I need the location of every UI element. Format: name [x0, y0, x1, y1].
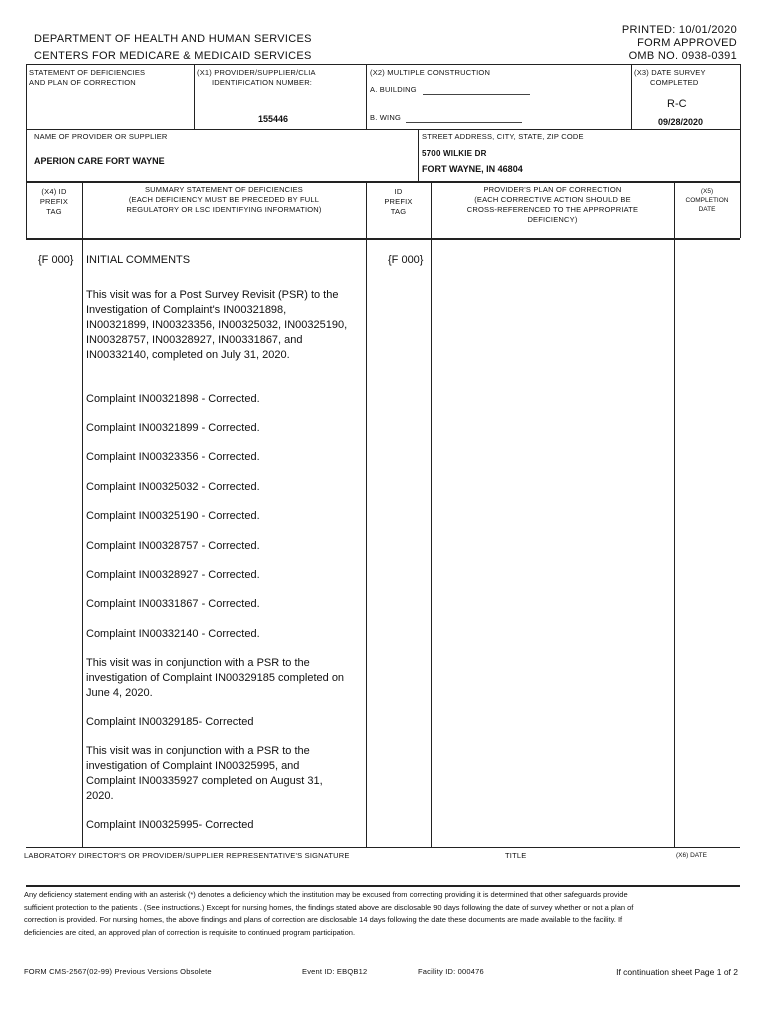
omb-number: OMB NO. 0938-0391	[628, 50, 737, 62]
disclaimer-text: Any deficiency statement ending with an asterisk (*) denotes a deficiency which the institution may be excused from correcting providing it is determined that other safeguards provide sufficient protection to the patients . (See instructions.) Except for nursing homes, the findings stated above are disclosable 90 days following the date of survey whether or not a plan of correction is provided. For nursing homes, the above findings and plans of correction are disclosable 14 days following the date these documents are made available to the facility. If deficiencies are cited, an approved plan of correction is requisite to continued program participation.	[24, 890, 634, 937]
x4-header-line-3: TAG	[46, 207, 62, 216]
page-indicator: If continuation sheet Page 1 of 2	[616, 967, 738, 977]
x4-header-line-1: (X4) ID	[41, 187, 67, 196]
agency-line-1: DEPARTMENT OF HEALTH AND HUMAN SERVICES	[34, 33, 312, 45]
x3-label-1: (X3) DATE SURVEY	[634, 68, 706, 77]
form-number: FORM CMS-2567(02-99) Previous Versions Obsolete	[24, 967, 212, 976]
entry-paragraph: Complaint IN00332140 - Corrected.	[86, 628, 260, 640]
x3-label-2: COMPLETED	[650, 78, 699, 87]
provider-id-number: 155446	[258, 114, 289, 124]
form-approved: FORM APPROVED	[637, 37, 737, 49]
x5-header-line-1: (X5)	[700, 188, 714, 195]
summary-header	[82, 185, 366, 215]
entry-paragraph: Complaint IN00325190 - Corrected.	[86, 510, 260, 522]
statement-label-1: STATEMENT OF DEFICIENCIES	[29, 68, 146, 77]
entry-paragraph: This visit was in conjunction with a PSR to the investigation of Complaint IN00325995, and Complaint IN00335927 completed on August 31, 2020.	[86, 745, 323, 802]
wing-line	[406, 122, 522, 123]
summary-header-line-2: (EACH DEFICIENCY MUST BE PRECEDED BY FULL	[128, 195, 320, 204]
summary-header-line-3: REGULATORY OR LSC IDENTIFYING INFORMATION)	[126, 205, 322, 214]
wing-label: B. WING	[370, 113, 401, 122]
rule-address	[418, 129, 419, 181]
x5-header	[674, 187, 740, 214]
x5-header-line-3: DATE	[698, 206, 716, 213]
entry-paragraph: Complaint IN00321899 - Corrected.	[86, 422, 260, 434]
rule-body	[26, 238, 740, 240]
summary-header-line-1: SUMMARY STATEMENT OF DEFICIENCIES	[144, 185, 303, 194]
provider-name-label: NAME OF PROVIDER OR SUPPLIER	[34, 132, 168, 141]
plan-header-line-2: (EACH CORRECTIVE ACTION SHOULD BE	[474, 195, 631, 204]
entry-paragraph: Complaint IN00325995- Corrected	[86, 819, 254, 831]
entry-tag-right: {F 000}	[388, 254, 424, 266]
entry-paragraph: Complaint IN00328757 - Corrected.	[86, 540, 260, 552]
facility-id: Facility ID: 000476	[418, 967, 484, 976]
id-header	[366, 187, 431, 217]
entry-paragraph: Complaint IN00321898 - Corrected.	[86, 393, 260, 405]
entry-paragraph: Complaint IN00331867 - Corrected.	[86, 598, 260, 610]
entry-paragraph: This visit was in conjunction with a PSR to the investigation of Complaint IN00329185 completed on June 4, 2020.	[86, 657, 345, 699]
signature-label: LABORATORY DIRECTOR'S OR PROVIDER/SUPPLIER REPRESENTATIVE'S SIGNATURE	[24, 851, 350, 860]
title-label: TITLE	[505, 851, 527, 860]
id-header-line-1: ID	[394, 187, 403, 196]
rule-x1	[194, 64, 195, 129]
rule-provider	[26, 129, 740, 130]
x4-header-line-2: PREFIX	[39, 197, 69, 206]
col-rule-3	[431, 181, 432, 847]
plan-header-line-4: DEFICIENCY)	[527, 215, 578, 224]
entry-paragraph: Complaint IN00329185- Corrected	[86, 716, 254, 728]
x6-date-label: (X6) DATE	[676, 852, 707, 859]
event-id: Event ID: EBQB12	[302, 967, 368, 976]
x1-label-1: (X1) PROVIDER/SUPPLIER/CLIA	[197, 68, 316, 77]
x5-header-line-2: COMPLETION	[685, 197, 729, 204]
entry-title: INITIAL COMMENTS	[86, 254, 191, 266]
survey-date: 09/28/2020	[658, 117, 704, 127]
rule-top	[26, 64, 740, 65]
entry-paragraph: Complaint IN00325032 - Corrected.	[86, 481, 260, 493]
provider-name: APERION CARE FORT WAYNE	[34, 156, 165, 166]
x4-header	[26, 187, 82, 217]
entry-paragraph: This visit was for a Post Survey Revisit (PSR) to the Investigation of Complaint's IN00321898, IN00321899, IN00323356, IN00325032, IN00325190, IN00328757, IN00328927, IN00331867, and IN00332140, completed on July 31, 2020.	[86, 289, 348, 361]
rule-x2	[366, 64, 367, 129]
survey-code: R-C	[667, 98, 687, 110]
entry-paragraph: Complaint IN00323356 - Corrected.	[86, 451, 260, 463]
plan-header-line-3: CROSS-REFERENCED TO THE APPROPRIATE	[466, 205, 639, 214]
col-rule-2	[366, 181, 367, 847]
id-header-line-2: PREFIX	[384, 197, 413, 206]
col-rule-4	[674, 181, 675, 847]
x1-label-2: IDENTIFICATION NUMBER:	[212, 78, 313, 87]
col-rule-1	[82, 181, 83, 847]
entry-tag-left: {F 000}	[38, 254, 74, 266]
building-label: A. BUILDING	[370, 85, 417, 94]
plan-header-line-1: PROVIDER'S PLAN OF CORRECTION	[483, 185, 622, 194]
rule-signature	[26, 847, 740, 848]
statement-label-2: AND PLAN OF CORRECTION	[29, 78, 136, 87]
rule-disclaimer	[26, 885, 740, 887]
rule-columns	[26, 181, 740, 183]
city-state-zip: FORT WAYNE, IN 46804	[422, 164, 523, 174]
address-label: STREET ADDRESS, CITY, STATE, ZIP CODE	[422, 132, 584, 141]
printed-date: PRINTED: 10/01/2020	[621, 24, 737, 36]
agency-line-2: CENTERS FOR MEDICARE & MEDICAID SERVICES	[34, 50, 312, 62]
entry-paragraph: Complaint IN00328927 - Corrected.	[86, 569, 260, 581]
plan-header	[431, 185, 674, 225]
id-header-line-3: TAG	[390, 207, 407, 216]
x2-label: (X2) MULTIPLE CONSTRUCTION	[370, 68, 491, 77]
rule-right-edge	[740, 64, 741, 238]
street-address: 5700 WILKIE DR	[422, 149, 487, 158]
rule-x3	[631, 64, 632, 129]
building-line	[423, 94, 530, 95]
